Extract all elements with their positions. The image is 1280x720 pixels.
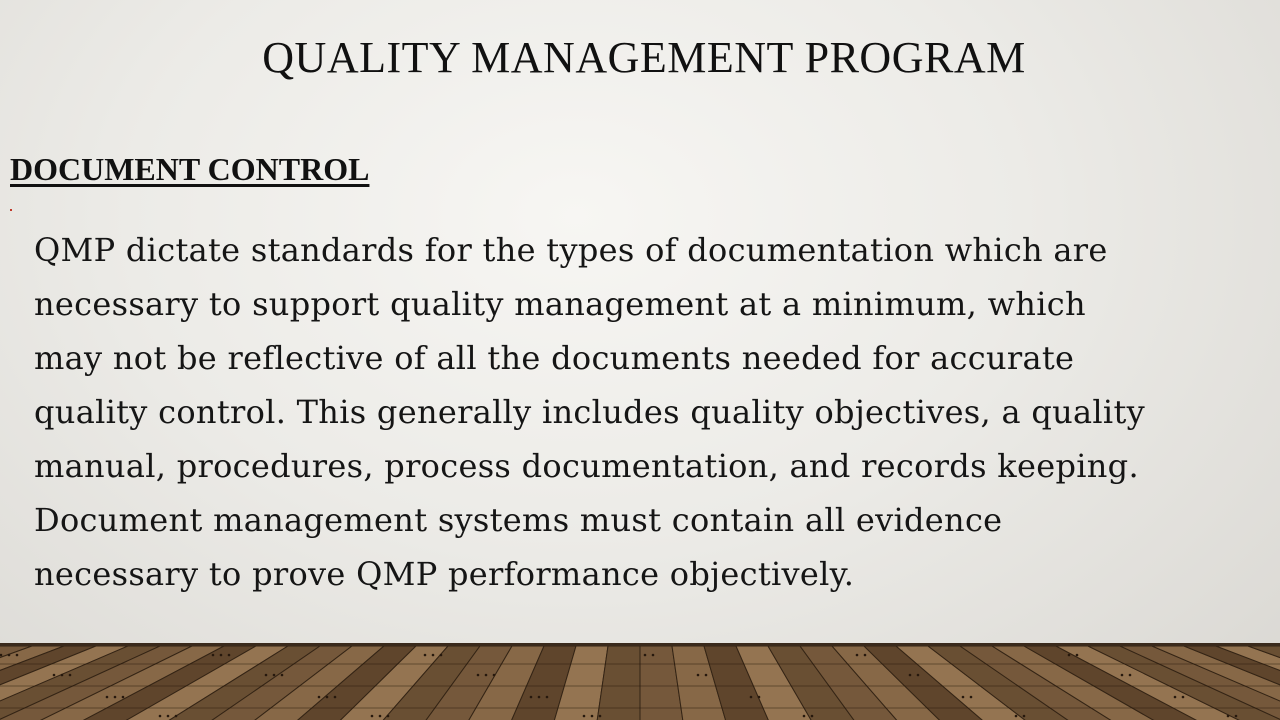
floor-shade <box>0 646 1280 720</box>
body-line: necessary to support quality management at a minimum, which <box>34 285 1086 323</box>
wood-floor-graphic <box>0 646 1280 720</box>
body-line: Document management systems must contain all evidence <box>34 501 1003 539</box>
body-line: QMP dictate standards for the types of documentation which are <box>34 231 1108 269</box>
body-line: necessary to prove QMP performance objectively. <box>34 555 855 593</box>
body-line: manual, procedures, process documentation, and records keeping. <box>34 447 1139 485</box>
slide-title: QUALITY MANAGEMENT PROGRAM <box>262 33 1026 82</box>
bullet-marker <box>10 209 12 211</box>
section-heading: DOCUMENT CONTROL <box>10 151 370 187</box>
wood-floor-decoration <box>0 643 1280 720</box>
body-paragraph <box>34 223 1266 601</box>
body-line: may not be reflective of all the documents needed for accurate <box>34 339 1075 377</box>
body-line: quality control. This generally includes quality objectives, a quality <box>34 393 1145 431</box>
